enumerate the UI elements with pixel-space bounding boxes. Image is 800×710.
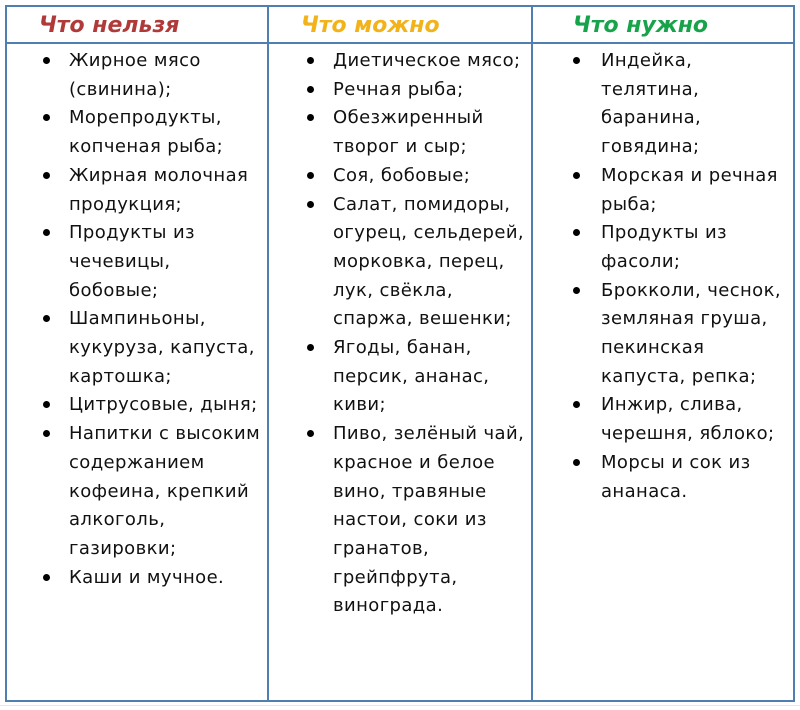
bullet-icon: [307, 114, 314, 121]
bullet-icon: [43, 430, 50, 437]
column-cannot-header: Что нельзя: [7, 7, 267, 44]
bullet-icon: [43, 574, 50, 581]
bullet-icon: [307, 86, 314, 93]
divider: [0, 705, 800, 706]
column-can-list: [269, 44, 531, 621]
bullet-icon: [573, 57, 580, 64]
list-item: Каши и мучное.: [7, 564, 267, 593]
list-item: Брокколи, чеснок, земляная груша, пекинская капуста, репка;: [533, 277, 793, 392]
bullet-icon: [307, 172, 314, 179]
column-can: [269, 7, 533, 700]
bullet-icon: [43, 315, 50, 322]
list-item: Морсы и сок из ананаса.: [533, 449, 793, 506]
bullet-icon: [573, 401, 580, 408]
list-item: Продукты из фасоли;: [533, 219, 793, 276]
bullet-icon: [307, 344, 314, 351]
bullet-icon: [307, 57, 314, 64]
bullet-icon: [573, 172, 580, 179]
bullet-icon: [573, 229, 580, 236]
column-can-header: Что можно: [269, 7, 531, 44]
list-item: Салат, помидоры, огурец, сельдерей, морковка, перец, лук, свёкла, спаржа, вешенки;: [269, 191, 531, 335]
bullet-icon: [573, 287, 580, 294]
list-item: Шампиньоны, кукуруза, капуста, картошка;: [7, 305, 267, 391]
list-item: Напитки с высоким содержанием кофеина, крепкий алкоголь, газировки;: [7, 420, 267, 564]
list-item: Обезжиренный творог и сыр;: [269, 104, 531, 161]
bullet-icon: [573, 459, 580, 466]
list-item: Индейка, телятина, баранина, говядина;: [533, 47, 793, 162]
bullet-icon: [307, 430, 314, 437]
column-cannot-list: [7, 44, 267, 592]
list-item: Ягоды, банан, персик, ананас, киви;: [269, 334, 531, 420]
list-item: Диетическое мясо;: [269, 47, 531, 76]
bullet-icon: [43, 401, 50, 408]
list-item: Морепродукты, копченая рыба;: [7, 104, 267, 161]
list-item: Цитрусовые, дыня;: [7, 391, 267, 420]
bullet-icon: [43, 172, 50, 179]
list-item: Соя, бобовые;: [269, 162, 531, 191]
list-item: Жирная молочная продукция;: [7, 162, 267, 219]
diet-table: [5, 5, 795, 702]
column-cannot: [7, 7, 269, 700]
bullet-icon: [43, 229, 50, 236]
list-item: Пиво, зелёный чай, красное и белое вино, травяные настои, соки из гранатов, грейпфрута, винограда.: [269, 420, 531, 621]
column-must: [533, 7, 793, 700]
list-item: Инжир, слива, черешня, яблоко;: [533, 391, 793, 448]
bullet-icon: [43, 114, 50, 121]
list-item: Морская и речная рыба;: [533, 162, 793, 219]
list-item: Речная рыба;: [269, 76, 531, 105]
column-must-header: Что нужно: [533, 7, 793, 44]
list-item: Жирное мясо (свинина);: [7, 47, 267, 104]
column-must-list: [533, 44, 793, 506]
bullet-icon: [307, 201, 314, 208]
list-item: Продукты из чечевицы, бобовые;: [7, 219, 267, 305]
bullet-icon: [43, 57, 50, 64]
